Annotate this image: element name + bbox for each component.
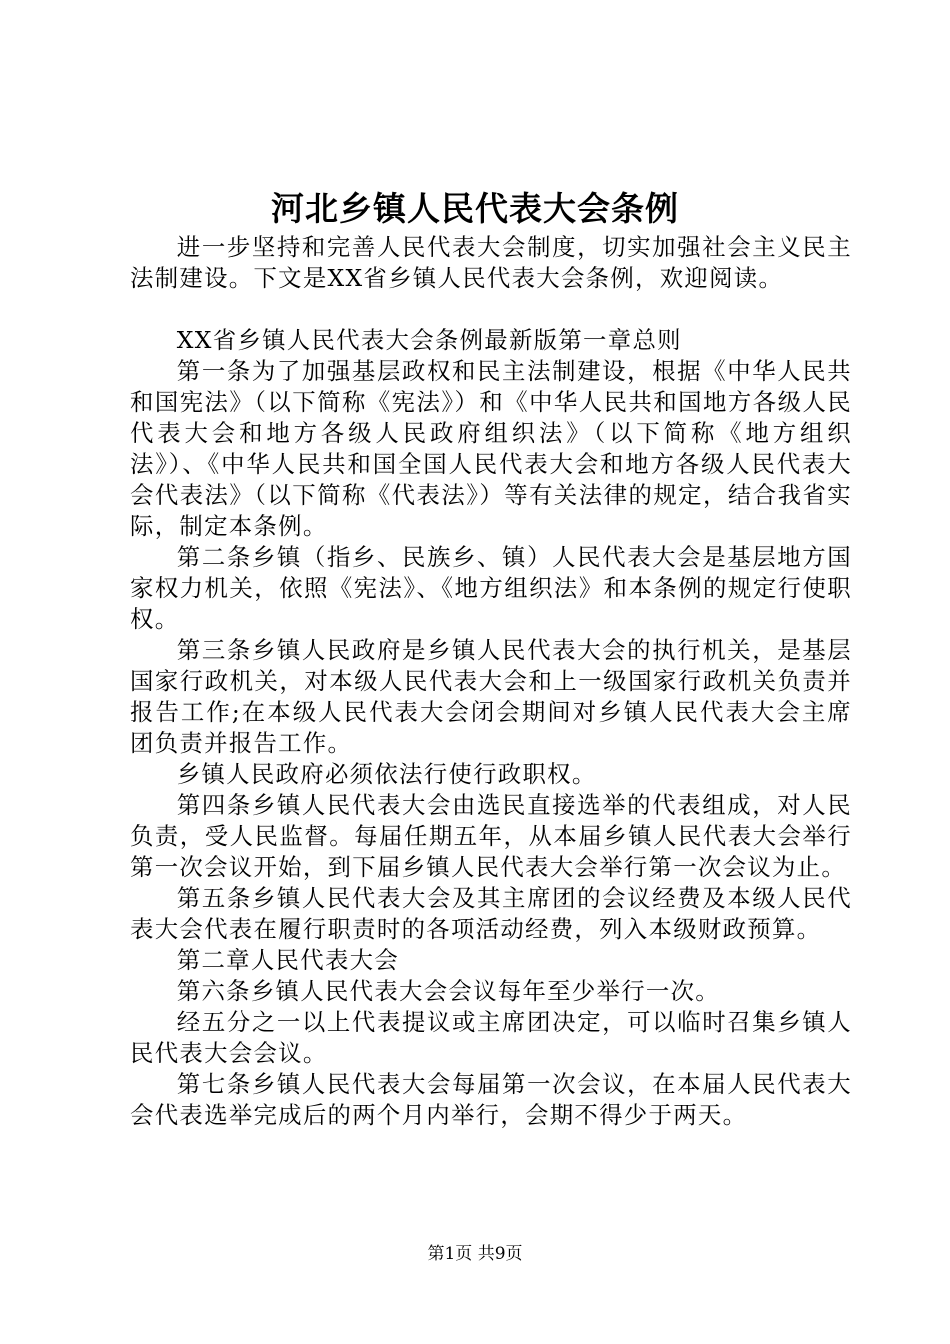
article-3-paragraph: 第三条乡镇人民政府是乡镇人民代表大会的执行机关，是基层国家行政机关，对本级人民代表大会和上一级国家行政机关负责并报告工作;在本级人民代表大会闭会期间对乡镇人民代表大会主席团负责并报告工作。 bbox=[130, 636, 852, 757]
article-6-clause-paragraph: 经五分之一以上代表提议或主席团决定，可以临时召集乡镇人民代表大会会议。 bbox=[130, 1008, 852, 1067]
article-5-paragraph: 第五条乡镇人民代表大会及其主席团的会议经费及本级人民代表大会代表在履行职责时的各项活动经费，列入本级财政预算。 bbox=[130, 884, 852, 943]
article-7-paragraph: 第七条乡镇人民代表大会每届第一次会议，在本届人民代表大会代表选举完成后的两个月内举行，会期不得少于两天。 bbox=[130, 1070, 852, 1129]
document-title: 河北乡镇人民代表大会条例 bbox=[271, 189, 679, 228]
chapter-heading-2: 第二章人民代表大会 bbox=[176, 946, 400, 974]
article-4-paragraph: 第四条乡镇人民代表大会由选民直接选举的代表组成，对人民负责，受人民监督。每届任期五年，从本届乡镇人民代表大会举行第一次会议开始，到下届乡镇人民代表大会举行第一次会议为止。 bbox=[130, 791, 852, 881]
chapter-heading-1: XX省乡镇人民代表大会条例最新版第一章总则 bbox=[176, 326, 682, 354]
article-1-paragraph: 第一条为了加强基层政权和民主法制建设，根据《中华人民共和国宪法》（以下简称《宪法》）和《中华人民共和国地方各级人民代表大会和地方各级人民政府组织法》（以下简称《地方组织法》）、《中华人民共和国全国人民代表大会和地方各级人民代表大会代表法》（以下简称《代表法》）等有关法律的规定，结合我省实际，制定本条例。 bbox=[130, 357, 852, 540]
article-2-paragraph: 第二条乡镇（指乡、民族乡、镇）人民代表大会是基层地方国家权力机关，依照《宪法》、《地方组织法》和本条例的规定行使职权。 bbox=[130, 543, 852, 633]
article-6-paragraph: 第六条乡镇人民代表大会会议每年至少举行一次。 bbox=[176, 977, 720, 1005]
intro-paragraph: 进一步坚持和完善人民代表大会制度，切实加强社会主义民主法制建设。下文是XX省乡镇人民代表大会条例，欢迎阅读。 bbox=[130, 233, 852, 292]
document-body bbox=[130, 232, 852, 1131]
page-number-footer: 第1页 共9页 bbox=[427, 1244, 523, 1264]
article-3-clause-paragraph: 乡镇人民政府必须依法行使行政职权。 bbox=[176, 760, 597, 788]
